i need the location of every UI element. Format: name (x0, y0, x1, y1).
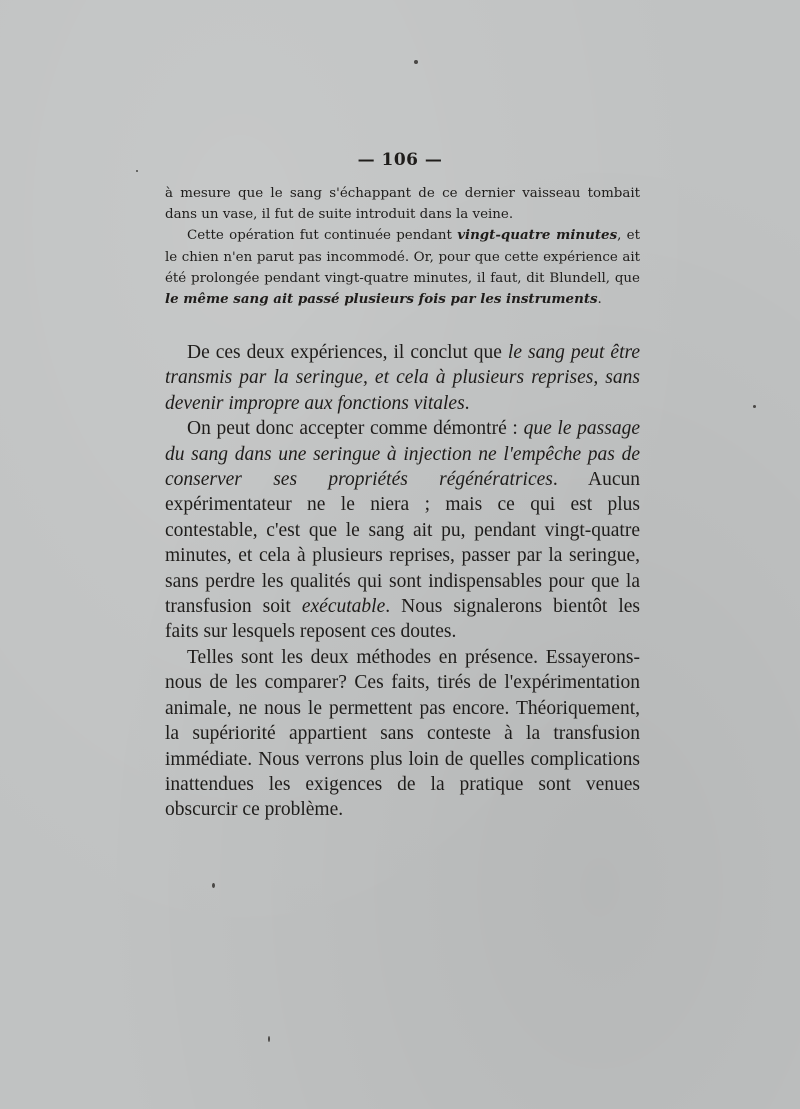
body-text: On peut donc accepter comme démontré : (187, 418, 524, 440)
quoted-passage (165, 183, 640, 310)
body-text: De ces deux expériences, il conclut que (187, 342, 508, 363)
body-emphasis: que le passage du sang dans une seringue à injection ne l'empêche pas de conserver ses propriétés régénératrices (165, 418, 641, 491)
quote-text: Cette opération fut continuée pendant (187, 228, 458, 244)
ink-speck (212, 883, 215, 888)
quote-text: , et le chien n'en parut pas incommodé. Or, pour que cette expérience ait été prolongée pendant vingt-quatre minutes, il faut, dit Blundell, que (165, 228, 640, 286)
ink-speck (753, 405, 756, 408)
body-emphasis: le sang peut être transmis par la seringue, et cela à plusieurs reprises, sans devenir impropre aux fonctions vitales (165, 342, 641, 414)
body-text: . (464, 392, 470, 414)
main-body-text (165, 340, 640, 823)
body-emphasis: exécutable (301, 596, 386, 618)
quote-paragraph-1: à mesure que le sang s'échappant de ce dernier vaisseau tombait dans un vase, il fut de suite introduit dans la veine. (165, 186, 640, 223)
ink-speck (268, 1036, 270, 1042)
page-number: — 106 — (357, 150, 443, 170)
ink-speck (414, 60, 418, 64)
body-text: . Aucun expérimentateur ne le niera ; mais ce qui est plus contestable, c'est que le sang ait pu, pendant vingt-quatre minutes, et cela à plusieurs reprises, passer par la seringue, sans perdre les qualités qui sont indispensables pour que la transfusion soit (165, 469, 640, 618)
body-text: . Nous signalerons bientôt les faits sur lesquels reposent ces doutes. (165, 596, 640, 643)
quote-emphasis: vingt-quatre minutes (457, 227, 618, 244)
quote-paragraph-2 (165, 225, 640, 310)
quote-emphasis: le même sang ait passé plusieurs fois par les instruments (165, 291, 598, 308)
ink-speck (136, 170, 138, 172)
body-paragraph-3: Telles sont les deux méthodes en présence. Essayerons-nous de les comparer? Ces faits, tirés de l'expérimentation animale, ne nous le permettent pas encore. Théoriquement, la supériorité appartient sans conteste à la transfusion immédiate. Nous verrons plus loin de quelles complications inattendues les exigences de la pratique sont venues obscurcir ce problème. (165, 646, 640, 821)
quote-text: . (597, 292, 602, 308)
body-paragraph-2 (165, 416, 640, 645)
body-paragraph-1 (165, 340, 640, 416)
